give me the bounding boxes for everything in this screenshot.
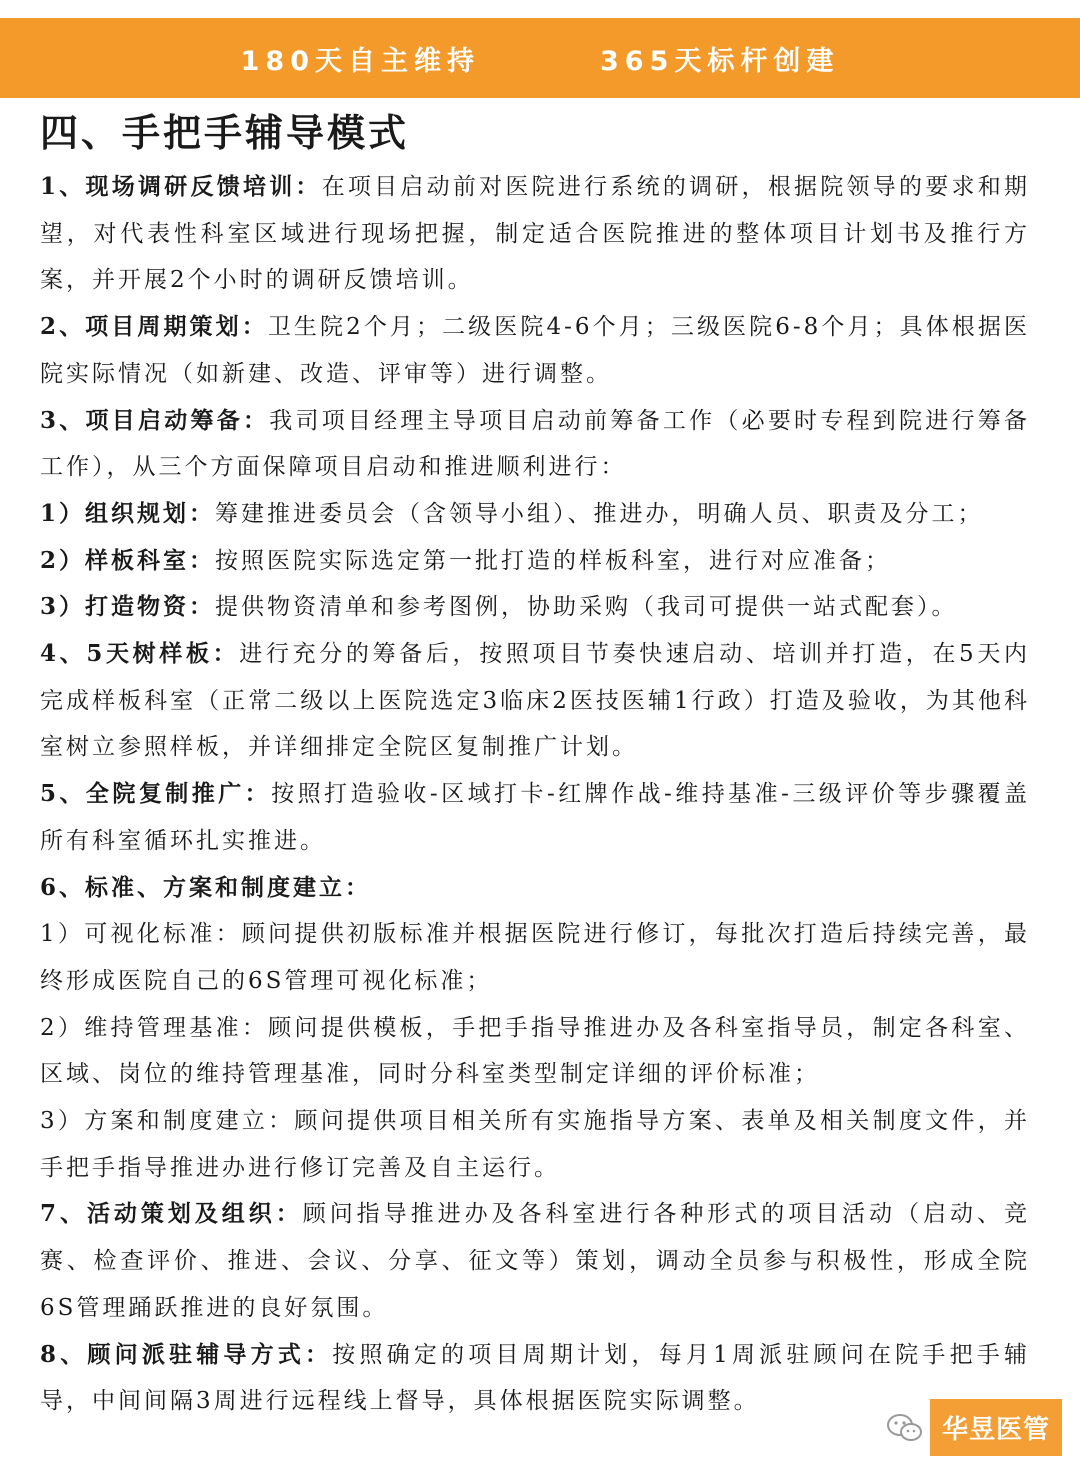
list-item [40, 164, 1030, 304]
item-body: 提供物资清单和参考图例，协助采购（我司可提供一站式配套）。 [215, 594, 958, 621]
item-body: 我司项目经理主导项目启动前筹备工作（必要时专程到院进行筹备工作），从三个方面保障项目启动和推进顺利进行： [40, 407, 1031, 481]
list-item [40, 911, 1030, 1004]
item-body: 3）方案和制度建立：顾问提供项目相关所有实施指导方案、表单及相关制度文件，并手把手指导推进办进行修订完善及自主运行。 [40, 1108, 1030, 1181]
item-body: 按照打造验收-区域打卡-红牌作战-维持基准-三级评价等步骤覆盖所有科室循环扎实推进。 [40, 781, 1030, 854]
list-item [40, 538, 1030, 585]
list-item [40, 398, 1030, 491]
item-heading: 1）组织规划： [40, 499, 216, 527]
item-body: 按照医院实际选定第一批打造的样板科室，进行对应准备； [215, 547, 892, 574]
list-item [40, 1098, 1030, 1191]
page-title: 四、手把手辅导模式 [40, 110, 410, 155]
watermark-text: 华昱医管 [930, 1399, 1062, 1456]
item-heading: 6、标准、方案和制度建立： [40, 873, 372, 901]
list-item [40, 631, 1030, 771]
item-body: 1）可视化标准：顾问提供初版标准并根据医院进行修订，每批次打造后持续完善，最终形成医院自己的6S管理可视化标准； [40, 921, 1030, 994]
item-heading: 3）打造物资： [40, 593, 216, 621]
item-body: 在项目启动前对医院进行系统的调研，根据院领导的要求和期望，对代表性科室区域进行现场把握，制定适合医院推进的整体项目计划书及推行方案，并开展2个小时的调研反馈培训。 [40, 174, 1031, 294]
item-heading: 3、项目启动筹备： [40, 406, 270, 434]
item-heading: 8、顾问派驻辅导方式： [40, 1340, 333, 1368]
item-heading: 2、项目周期策划： [40, 313, 268, 341]
list-item [40, 1332, 1030, 1425]
item-body: 按照确定的项目周期计划，每月1周派驻顾问在院手把手辅导，中间间隔3周进行远程线上督导，具体根据医院实际调整。 [40, 1341, 1030, 1415]
list-item [40, 865, 1030, 912]
list-item [40, 304, 1030, 397]
item-heading: 7、活动策划及组织： [40, 1200, 303, 1228]
item-heading: 1、现场调研反馈培训： [40, 173, 322, 200]
item-heading: 4、5天树样板： [40, 640, 240, 668]
list-item [40, 584, 1030, 631]
list-item [40, 1005, 1030, 1098]
item-heading: 2）样板科室： [40, 546, 216, 574]
item-heading: 5、全院复制推广： [40, 780, 272, 808]
banner-right-text: 365天标杆创建 [600, 45, 840, 77]
item-body: 进行充分的筹备后，按照项目节奏快速启动、培训并打造，在5天内完成样板科室（正常二级以上医院选定3临床2医技医辅1行政）打造及验收，为其他科室树立参照样板，并详细排定全院区复制推广计划。 [40, 641, 1030, 761]
main-content [40, 108, 1030, 1425]
item-body: 顾问指导推进办及各科室进行各种形式的项目活动（启动、竞赛、检查评价、推进、会议、分享、征文等）策划，调动全员参与积极性，形成全院6S管理踊跃推进的良好氛围。 [40, 1201, 1031, 1321]
item-body: 卫生院2个月；二级医院4-6个月；三级医院6-8个月；具体根据医院实际情况（如新建、改造、评审等）进行调整。 [40, 314, 1030, 387]
header-banner [0, 18, 1080, 98]
wechat-icon [886, 1413, 924, 1443]
watermark-logo [886, 1399, 1062, 1456]
banner-left-text: 180天自主维持 [240, 45, 480, 77]
list-item [40, 1191, 1030, 1331]
item-body: 筹建推进委员会（含领导小组）、推进办，明确人员、职责及分工； [215, 500, 984, 527]
item-body: 2）维持管理基准：顾问提供模板，手把手指导推进办及各科室指导员，制定各科室、区域、岗位的维持管理基准，同时分科室类型制定详细的评价标准； [40, 1014, 1030, 1088]
list-item [40, 771, 1030, 864]
list-item [40, 491, 1030, 538]
